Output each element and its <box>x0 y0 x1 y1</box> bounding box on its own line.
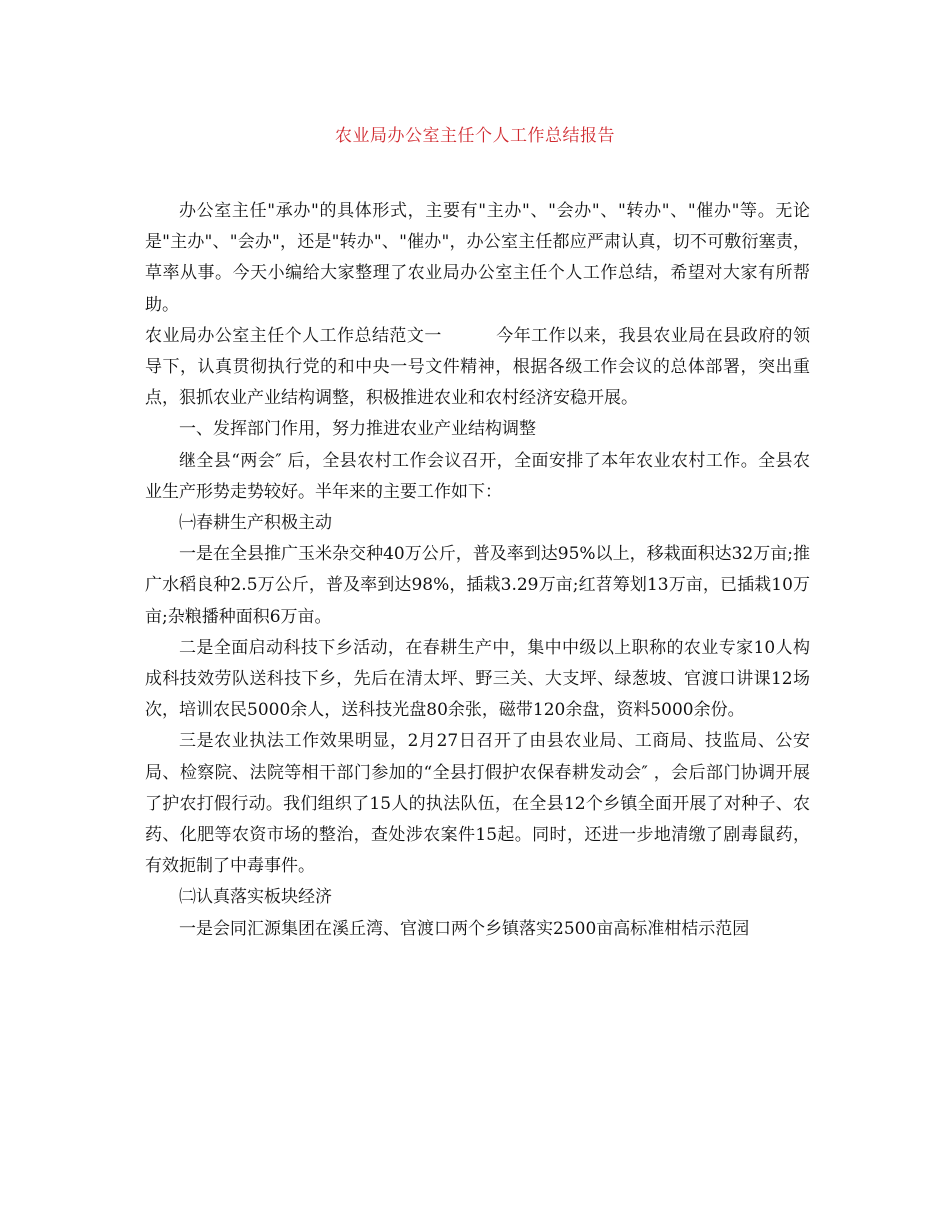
sample-paragraph <box>145 321 810 415</box>
list-item: 三是农业执法工作效果明显，2月27日召开了由县农业局、工商局、技监局、公安局、检察院、法院等相干部门参加的“全县打假护农保春耕发动会″ ，会后部门协调开展了护农打假行动。我们组织了15人的执法队伍，在全县12个乡镇全面开展了对种子、农药、化肥等农资市场的整治，查处涉农案件15起。同时，还进一步地清缴了剧毒鼠药，有效扼制了中毒事件。 <box>145 731 810 877</box>
document-title: 农业局办公室主任个人工作总结报告 <box>335 126 615 146</box>
intro-paragraph: 办公室主任"承办"的具体形式，主要有"主办"、"会办"、"转办"、"催办"等。无论是"主办"、"会办"，还是"转办"、"催办"，办公室主任都应严肃认真，切不可敷衍塞责，草率从事。今天小编给大家整理了农业局办公室主任个人工作总结，希望对大家有所帮助。 <box>145 201 810 315</box>
document-body <box>145 196 810 945</box>
list-item: 一是会同汇源集团在溪丘湾、官渡口两个乡镇落实2500亩高标准柑桔示范园 <box>179 918 750 939</box>
sample-label: 农业局办公室主任个人工作总结范文一 <box>145 325 442 346</box>
list-item: 二是全面启动科技下乡活动，在春耕生产中，集中中级以上职称的农业专家10人构成科技效劳队送科技下乡，先后在清太坪、野三关、大支坪、绿葱坡、官渡口讲课12场次，培训农民5000余人，送科技光盘80余张，磁带120余盘，资料5000余份。 <box>145 637 810 721</box>
list-item: 一是在全县推广玉米杂交种40万公斤，普及率到达95%以上，移栽面积达32万亩;推广水稻良种2.5万公斤，普及率到达98%，插栽3.29万亩;红苕筹划13万亩，已插栽10万亩;杂粮播种面积6万亩。 <box>145 544 810 627</box>
section-heading: 一、发挥部门作用，努力推进农业产业结构调整 <box>179 419 536 440</box>
subsection-heading: ㈠春耕生产积极主动 <box>179 513 332 534</box>
sample-text: 今年工作以来，我县农业局在县政府的领导下，认真贯彻执行党的和中央一号文件精神，根据各级工作会议的总体部署，突出重点，狠抓农业产业结构调整，积极推进农业和农村经济安稳开展。 <box>145 325 811 409</box>
subsection-heading: ㈡认真落实板块经济 <box>179 887 332 908</box>
section-paragraph: 继全县“两会″ 后，全县农村工作会议召开，全面安排了本年农业农村工作。全县农业生产形势走势较好。半年来的主要工作如下： <box>145 450 810 502</box>
